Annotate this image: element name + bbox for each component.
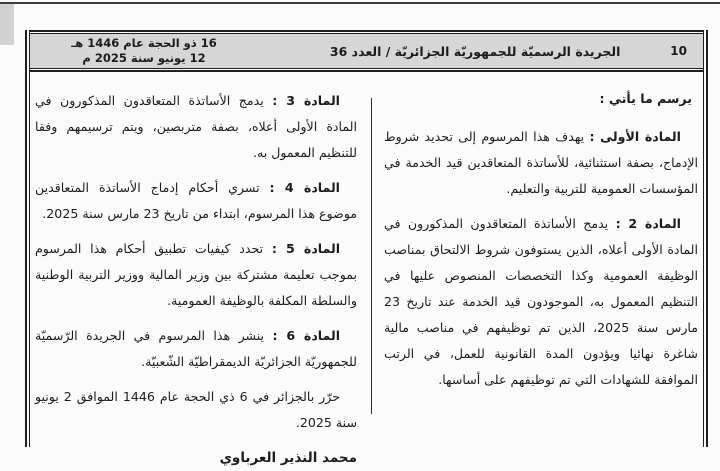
article-6 [35,323,357,375]
photo-artifact-corner-smudge [0,4,14,45]
article-1 [384,124,698,202]
date-gregorian: 12 يونيو سنة 2025 م [82,51,206,65]
body-columns [35,72,698,466]
article-2-label: المادة 2 : [615,216,682,231]
article-5-label: المادة 5 : [271,241,341,256]
article-1-text: يهدف هذا المرسوم إلى تحديد شروط الإدماج، بصفة استثنائية، للأساتذة المتعاقدين قيد الخدمة في المؤسسات العمومية للتربية والتعليم. [384,129,698,196]
gazette-header [30,30,703,72]
article-3-text: يدمج الأساتذة المتعاقدون المذكورون في المادة الأولى أعلاه، بصفة متربصين، ويتم ترسيمهم وفقا للتنظيم المعمول به. [35,93,357,160]
column-right [384,86,698,447]
article-6-text: ينشر هذا المرسوم في الجريدة الرّسميّة للجمهوريّة الجزائريّة الديمقراطيّة الشّعبيّة. [35,328,357,369]
article-4-label: المادة 4 : [269,180,340,195]
document-frame [25,30,708,466]
decree-intro: يرسم ما يأتي : [599,91,692,106]
article-3 [35,88,357,166]
article-4 [35,175,357,227]
date-block [30,36,250,66]
photo-artifact-top-line [0,2,720,4]
gazette-title: الجريدة الرسميّة للجمهوريّة الجزائريّة / العدد 36 [329,43,621,59]
column-divider [371,98,372,414]
article-6-label: المادة 6 : [272,328,341,343]
article-4-text: تسري أحكام إدماج الأساتذة المتعاقدين موضوع هذا المرسوم، ابتداء من تاريخ 23 مارس سنة 2025. [35,180,357,221]
article-5 [35,236,357,314]
closing-line: حرّر بالجزائر في 6 ذي الحجة عام 1446 الموافق 2 يونيو سنة 2025. [35,389,357,430]
article-5-text: تحدد كيفيات تطبيق أحكام هذا المرسوم بموجب تعليمة مشتركة بين وزير المالية ووزير التربية الوطنية والسلطة المكلفة بالوظيفة العمومية. [35,241,357,308]
date-hijri: 16 ذو الحجة عام 1446 هـ [71,36,217,50]
article-2 [384,211,698,393]
signature: محمد النذير العرباوي [219,450,357,466]
article-3-label: المادة 3 : [272,93,340,108]
column-left [35,86,357,466]
article-2-text: يدمج الأساتذة المتعاقدون المذكورون في المادة الأولى أعلاه، الذين يستوفون شروط الالتحاق بمناصب الوظيفة العمومية وكذا التخصصات المنصوص عليها في التنظيم المعمول به، الموجودون قيد الخدمة عند تاريخ 23 مارس سنة 2025، الذين تم توظيفهم في مناصب مالية شاغرة نهائيا ويؤدون المدة القانونية للعمل، في الرتب الموافقة للشهادات التي تم توظيفهم على أساسها. [384,216,698,387]
page-number: 10 [670,44,687,58]
article-1-label: المادة الأولى : [589,129,681,144]
